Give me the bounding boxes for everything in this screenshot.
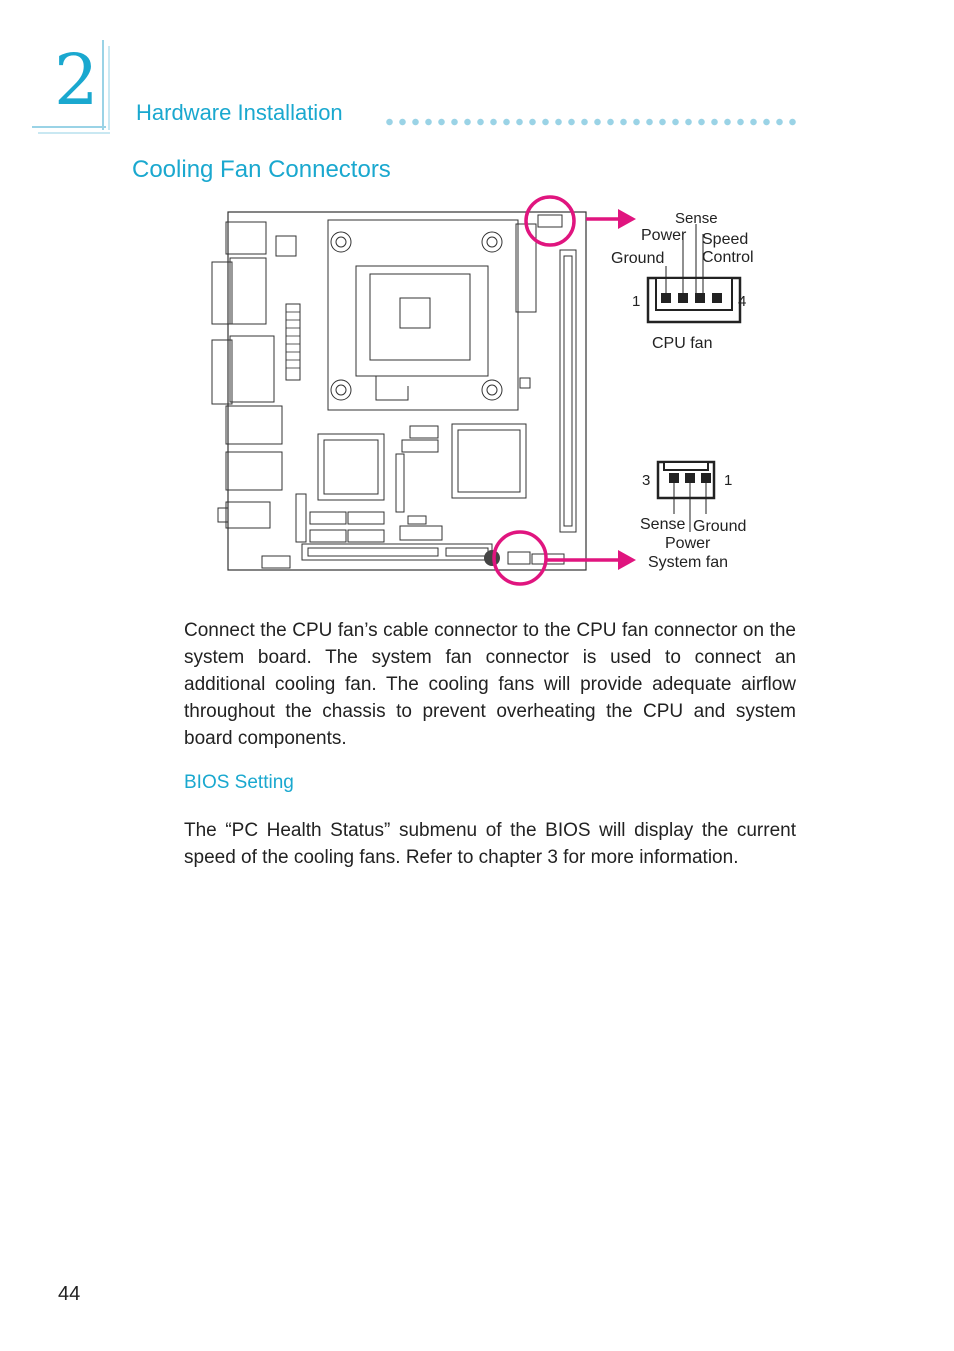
intro-paragraph: Connect the CPU fan’s cable connector to the CPU fan connector on the system board. The system fan connector is used to connect an additional cooling fan. The cooling fans will provide adequate airflow throughout the chassis to prevent overheating the CPU and system board components. (184, 620, 796, 749)
bios-paragraph: The “PC Health Status” submenu of the BIOS will display the current speed of the cooling fans. Refer to chapter 3 for more information. (184, 820, 796, 868)
io-port (226, 222, 266, 254)
io-port (212, 340, 232, 404)
section-title: Hardware Installation (136, 100, 343, 125)
bios-setting-heading: BIOS Setting (184, 772, 294, 793)
io-header (276, 236, 296, 256)
dimm-slot (560, 250, 576, 532)
system-fan-arrow (618, 550, 636, 570)
cpu-fan-highlight-circle (526, 197, 574, 245)
page-number: 44 (58, 1283, 81, 1305)
system-fan-connector-on-board (508, 552, 530, 564)
cpu-fan-connector-on-board (538, 215, 562, 227)
lan-port (226, 406, 282, 444)
chapter-marker (32, 40, 106, 126)
sata-port (348, 530, 384, 542)
sata-port (348, 512, 384, 524)
cpu-fan-pin-power: Power (641, 227, 687, 244)
chipset (318, 434, 384, 500)
sata-port (310, 530, 346, 542)
system-fan-pin-power: Power (665, 535, 711, 552)
io-port (212, 262, 232, 324)
cpu-fan-pin-ground: Ground (611, 250, 665, 267)
system-fan-pin-ground: Ground (693, 518, 747, 535)
system-fan-pin-3: 3 (642, 472, 651, 489)
cpu-fan-arrow (618, 209, 636, 229)
header-dot-rule (383, 118, 797, 126)
audio-port (226, 502, 270, 528)
cpu-fan-pin-sense: Sense (675, 210, 718, 227)
chapter-number: 2 (54, 39, 99, 121)
pin-header (286, 304, 300, 380)
usb-port (226, 452, 282, 490)
system-fan-highlight-circle (494, 532, 546, 584)
com-port (230, 336, 274, 402)
chipset (452, 424, 526, 498)
page-title: Cooling Fan Connectors (132, 156, 391, 183)
cpu-fan-label: CPU fan (652, 335, 713, 352)
system-fan-label: System fan (648, 554, 729, 571)
system-fan-pin-sense: Sense (640, 516, 686, 533)
pci-slot (302, 544, 492, 560)
cpu-socket (370, 274, 470, 360)
motherboard-diagram (210, 190, 770, 590)
vga-port (230, 258, 266, 324)
cpu-fan-pin-speed: Speed (702, 231, 749, 248)
cpu-fan-pin-1: 1 (632, 293, 641, 310)
cpu-fan-pin-4: 4 (738, 293, 747, 310)
system-fan-pin-1: 1 (724, 472, 733, 489)
cpu-fan-pin-control: Control (702, 249, 754, 266)
sata-port (310, 512, 346, 524)
